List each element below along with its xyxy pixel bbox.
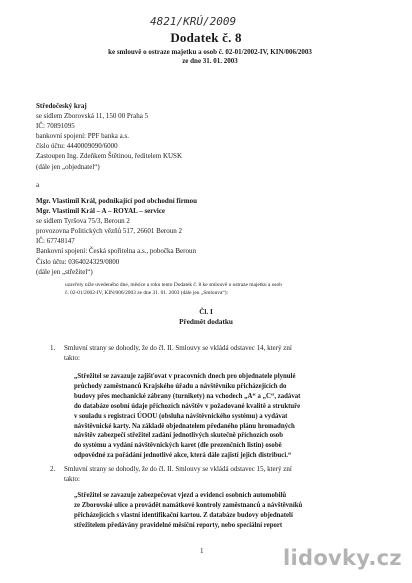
article-number: Čl. I	[199, 308, 213, 316]
quote-line: odpovědné za pořádání jednotlivé akce, která dále zajistí jejich distribuci.“	[74, 452, 292, 460]
quote-line: „Střežitel se zavazuje zajišťovat v pracovních dnech pro objednatele plynulé	[74, 373, 296, 380]
party-client-line: se sídlem Zborovská 11, 150 00 Praha 5	[36, 112, 149, 121]
paragraph-number: 2.	[50, 465, 56, 473]
party-client-name: Středočeský kraj	[36, 102, 87, 110]
party-client	[36, 101, 366, 172]
intro-line: č. 02-01/2002-IV, KIN/006/2003 ze dne 31. 01. 2003 (dále jen „Smlouva“):	[65, 290, 229, 296]
conjunction-and: a	[36, 181, 40, 189]
paragraph-line: takto:	[64, 354, 80, 362]
party-contractor-line: IČ: 67748147	[36, 237, 75, 246]
article-heading	[0, 307, 412, 327]
quote-line: návštěvnické karty. Na základě objednatelem předaného plánu hromadných	[74, 422, 295, 430]
paragraph-line: Smluvní strany se dohodly, že do čl. II. Smlouvy se vkládá odstavec 15, který zní	[64, 465, 292, 473]
document-subtitle	[60, 48, 360, 66]
party-client-line: Zastoupen Ing. Zdeňkem Štětinou, ředitelem KUSK	[36, 152, 182, 161]
quote-2	[74, 491, 370, 531]
article-title: Předmět dodatku	[179, 318, 233, 326]
handwritten-reference-text: 4821/KRÚ/2009	[150, 15, 237, 28]
quote-line: návštěv zabezpečí střežitel zadání jednotlivých skutečně příchozích osob	[74, 432, 283, 440]
party-contractor-line: se sídlem Tyršova 75/3, Beroun 2	[36, 217, 130, 226]
subtitle-line: ke smlouvě o ostraze majetku a osob č. 02-01/2002-IV, KIN/006/2003	[108, 48, 312, 56]
paragraph-line: takto:	[64, 475, 80, 483]
party-client-line: IČ: 70891095	[36, 122, 75, 131]
paragraph-text	[64, 464, 368, 484]
paragraph-line: Smluvní strany se dohodly, že do čl. II. Smlouvy se vkládá odstavec 14, který zní	[64, 344, 292, 352]
quote-line: v souladu s registrací ÚOOU (obsluha návštěvnického systému) a vydávat	[74, 412, 288, 420]
party-contractor-firm: Mgr. Vlastimil Král – A – ROYAL – service	[36, 207, 166, 216]
party-contractor	[36, 196, 366, 277]
party-contractor-name: Mgr. Vlastimil Král, podnikající pod obchodní firmou	[36, 197, 198, 205]
handwritten-reference	[148, 8, 268, 30]
quote-1	[74, 372, 370, 461]
party-client-line: (dále jen „objednatel“)	[36, 162, 100, 171]
watermark-logo: lidovky.cz	[283, 546, 402, 570]
paragraph-number: 1.	[50, 344, 56, 352]
quote-line: budovy přes mechanické zábrany (turnikety) na vchodech „A“ a „C“, zadávat	[74, 392, 301, 400]
party-contractor-line: provozovna Politických vězňů 517, 26601 Beroun 2	[36, 227, 183, 236]
paragraph-text	[64, 343, 368, 363]
intro-paragraph	[65, 281, 365, 297]
subtitle-line: ze dne 31. 01. 2003	[182, 57, 238, 65]
quote-line: průchody zaměstnanců Krajského úřadu a návštěvníku přicházejících do	[74, 382, 287, 390]
party-client-line: číslo účtu: 4440009090/6000	[36, 142, 118, 151]
quote-line: do databáze osobní údaje příchozích návštěv v požadované kvalitě a struktuře	[74, 402, 301, 410]
party-client-line: bankovní spojení: PPF banka a.s.	[36, 132, 129, 141]
document-title: Dodatek č. 8	[170, 30, 242, 45]
quote-line: přicházejících s vlastní identifikační kartou. Z databáze budovy objednatelí	[74, 511, 293, 519]
quote-line: „Střežitel se zavazuje zabezpečovat vjezd a evidenci osobních automobilů	[74, 492, 287, 499]
party-contractor-line: Číslo účtu: 0364024329/0800	[36, 257, 120, 266]
quote-line: ze Zborovské ulice a provádět namátkové kontroly zaměstnanců a návštěvníků	[74, 501, 303, 509]
quote-line: střežitelem předávány pravidelné měsíční reporty, nebo speciální report	[74, 521, 283, 529]
page-number: 1	[200, 547, 204, 555]
party-contractor-line: Bankovní spojení: Česká spořitelna a.s., pobočka Beroun	[36, 247, 196, 256]
party-contractor-line: (dále jen „střežitel“)	[36, 267, 93, 276]
quote-line: do systému a vydání návštěvnických karet (dle prezenčních listin) osobě	[74, 442, 282, 450]
intro-line: uzavřely níže uvedeného dne, měsíce a roku tento Dodatek č. 8 ke smlouvě o ostraze majetku a osob	[65, 282, 282, 288]
